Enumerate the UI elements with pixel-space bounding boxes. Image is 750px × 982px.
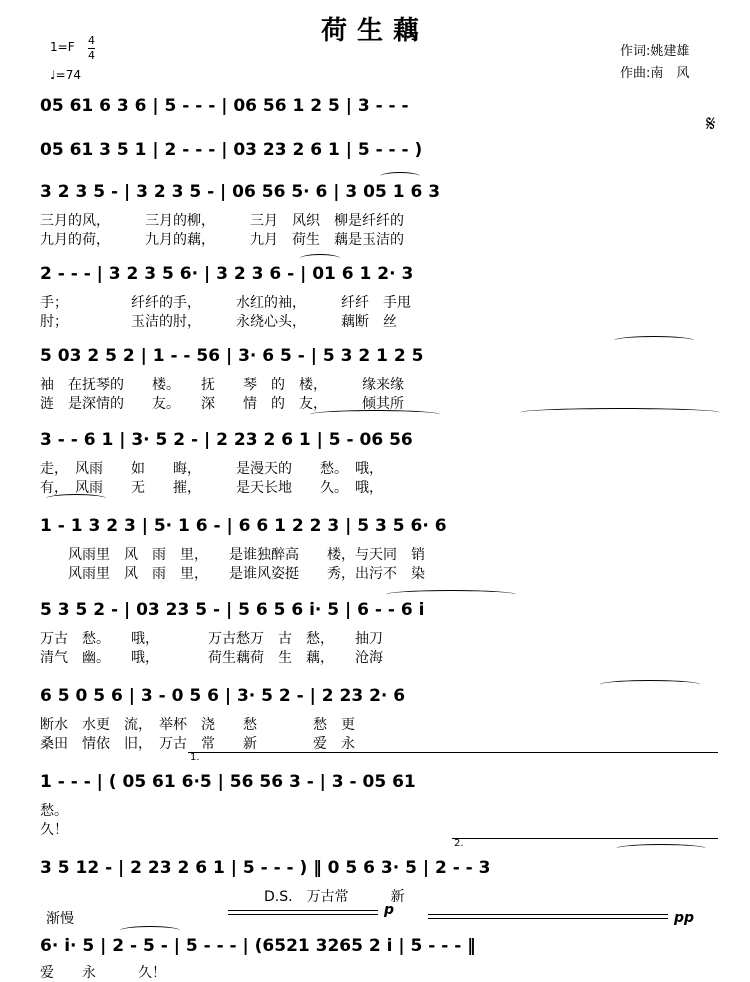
hairpin-pp-lower bbox=[428, 918, 668, 919]
score-row-9: 6 5 0 5 6 | 3 - 0 5 6 | 3· 5 2 - | 2 23 2· 6 bbox=[40, 686, 406, 706]
lyrics-row-3-verse-2: 九月的荷， 九月的藕， 九月 荷生 藕是玉洁的 bbox=[40, 232, 404, 248]
lyrics-row-12: 爱 永 久！ bbox=[40, 965, 166, 981]
hairpin-pp-upper bbox=[428, 914, 668, 915]
volta-1-bracket bbox=[188, 752, 718, 753]
slur bbox=[386, 590, 516, 599]
lyrics-row-9-verse-2: 桑田 情依 旧， 万古 常 新 爱 永 bbox=[40, 736, 355, 752]
lyrics-row-10-verse-1: 愁。 bbox=[40, 803, 68, 819]
lyrics-row-8-verse-1: 万古 愁。 哦， 万古愁万 古 愁， 抽刀 bbox=[40, 631, 383, 647]
lyrics-row-11: D.S. 万古常 新 bbox=[40, 889, 405, 905]
time-signature: 4 4 bbox=[88, 34, 95, 62]
composer-credit: 作曲:南 风 bbox=[620, 66, 690, 81]
score-row-2: 05 61 3 5 1 | 2 - - - | 03 23 2 6 1 | 5 - - - ) bbox=[40, 140, 423, 160]
ritardando-marking: 渐慢 bbox=[46, 911, 74, 927]
lyrics-row-7-verse-2: 风雨里 风 雨 里， 是谁风姿挺 秀，出污不 染 bbox=[40, 566, 425, 582]
segno-sign: 𝄋 bbox=[706, 112, 716, 137]
score-row-11: 3 5 12 - | 2 23 2 6 1 | 5 - - - ) ‖ 0 5 6 3· 5 | 2 - - 3 bbox=[40, 858, 491, 878]
slur bbox=[520, 408, 720, 417]
volta-1-label: 1. bbox=[190, 752, 200, 763]
slur bbox=[616, 844, 706, 853]
hairpin-upper bbox=[228, 910, 378, 911]
score-row-3: 3 2 3 5 - | 3 2 3 5 - | 06 56 5· 6 | 3 05 1 6 3 bbox=[40, 182, 441, 202]
lyrics-row-7-verse-1: 风雨里 风 雨 里， 是谁独醉高 楼，与天同 销 bbox=[40, 547, 425, 563]
lyrics-row-5-verse-1: 袖 在抚琴的 楼。 抚 琴 的 楼， 缘来缘 bbox=[40, 377, 404, 393]
page-title: 荷生藕 bbox=[320, 16, 429, 46]
lyrics-row-5-verse-2: 涟 是深情的 友。 深 情 的 友， 倾其所 bbox=[40, 396, 404, 412]
slur bbox=[310, 410, 440, 419]
lyrics-row-4-verse-2: 肘； 玉洁的肘， 永绕心头， 藕断 丝 bbox=[40, 314, 397, 330]
lyrics-row-6-verse-2: 有， 风雨 无 摧， 是天长地 久。 哦， bbox=[40, 480, 383, 496]
slur bbox=[380, 172, 420, 181]
dynamic-pp: pp bbox=[674, 910, 695, 926]
score-row-6: 3 - - 6 1 | 3· 5 2 - | 2 23 2 6 1 | 5 - 06 56 bbox=[40, 430, 413, 450]
slur bbox=[120, 926, 180, 935]
lyrics-row-8-verse-2: 清气 幽。 哦， 荷生藕荷 生 藕， 沧海 bbox=[40, 650, 383, 666]
dynamic-p: p bbox=[384, 902, 395, 918]
slur bbox=[600, 680, 700, 689]
score-row-8: 5 3 5 2 - | 03 23 5 - | 5 6 5 6 i· 5 | 6 - - 6 i bbox=[40, 600, 425, 620]
slur bbox=[300, 254, 340, 263]
lyricist-credit: 作词:姚建雄 bbox=[620, 44, 690, 59]
volta-2-bracket bbox=[452, 838, 718, 839]
score-row-1: 05 61 6 3 6 | 5 - - - | 06 56 1 2 5 | 3 - - - bbox=[40, 96, 409, 116]
lyrics-row-10-verse-2: 久！ bbox=[40, 822, 68, 838]
key-signature: 1=F bbox=[50, 40, 75, 54]
score-row-4: 2 - - - | 3 2 3 5 6· | 3 2 3 6 - | 01 6 1 2· 3 bbox=[40, 264, 414, 284]
lyrics-row-6-verse-1: 走， 风雨 如 晦， 是漫天的 愁。 哦， bbox=[40, 461, 383, 477]
score-row-12: 6· i· 5 | 2 - 5 - | 5 - - - | (6521 3265 2 i | 5 - - - ‖ bbox=[40, 936, 476, 956]
score-row-7: 1 - 1 3 2 3 | 5· 1 6 - | 6 6 1 2 2 3 | 5 3 5 6· 6 bbox=[40, 516, 447, 536]
score-row-10: 1 - - - | ( 05 61 6·5 | 56 56 3 - | 3 - 05 61 bbox=[40, 772, 416, 792]
score-row-5: 5 03 2 5 2 | 1 - - 56 | 3· 6 5 - | 5 3 2 1 2 5 bbox=[40, 346, 424, 366]
tempo-marking: ♩=74 bbox=[50, 68, 81, 82]
lyrics-row-9-verse-1: 断水 水更 流， 举杯 浇 愁 愁 更 bbox=[40, 717, 355, 733]
slur bbox=[614, 336, 694, 345]
lyrics-row-3-verse-1: 三月的风， 三月的柳， 三月 风织 柳是纤纤的 bbox=[40, 213, 404, 229]
volta-2-label: 2. bbox=[454, 838, 464, 849]
slur bbox=[46, 494, 106, 503]
hairpin-lower bbox=[228, 914, 378, 915]
lyrics-row-4-verse-1: 手； 纤纤的手， 水红的袖， 纤纤 手甩 bbox=[40, 295, 411, 311]
